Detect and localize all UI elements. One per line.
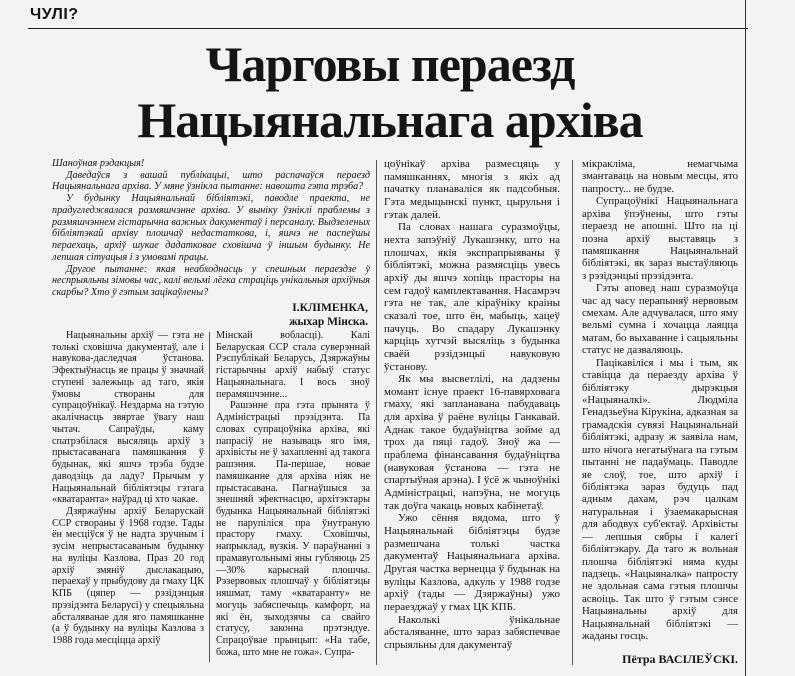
letter-paragraph: У будынку Нацыянальнай бібліятэкі, паводле праекта, не прадугледжвалася размяшчэнне архіва. У выніку ўзніклі праблемы з размяшчэннем гістарычна важных дакументаў і персаналу. Выдзеленых бібліятэкай архіву плошчаў недастаткова, і, яшчэ не паспеўшы пераехаць, архіў шукае дадатковае сховішча ў іншым будынку. Не лепшая сітуацыя і з умовамі працы. [52, 193, 370, 263]
article-paragraph: Супрацоўнікі Нацыянальнага архіва ўпэўнены, што гэты пераезд не апошні. Што па ці позна архіў выставяць з памяшкання Нацыянальнай бібліятэкі, як зараз выстаўляюць з рэзідэнцыі прэзідэнта. [582, 195, 738, 282]
article-column-2 [216, 330, 370, 659]
article-paragraph: Ужо сёння вядома, што ў Нацыянальнай бібліятэцы будзе размешчана толькі частка дакументаў Нацыянальнага архіва. Другая частка вернецца ў будынак на вуліцы Казлова, адкуль у 1988 годзе архіў (тады — Дзяржаўны) ужо пераезджаў у гмах ЦК КПБ. [384, 512, 560, 613]
signature-place: жыхар Мінска. [289, 316, 368, 328]
letter-paragraph: Даведаўся з вашай публікацыі, што распачаўся пераезд Нацыянальнага архіва. У мяне ўзнікла пытанне: навошта гэта трэба? [52, 169, 370, 193]
article-paragraph: Як мы высветлілі, на дадзены момант існуе праект 16-павярховага гмаху, які запланавана пабудаваць для архіва ў раёне вуліцы Ганкавай. Аднак такое будаўніцтва зойме ад трох да пяці гадоў. Зноў жа — праблема фінансавання будаўніцтва (навуковая ўстанова — гэта не спартыўная арэна). І ўсё ж чыноўнікі Адміністрацыі, напэўна, не могуць так доўга чакаць новых кабінетаў. [384, 373, 560, 512]
column-divider [209, 332, 210, 662]
article-paragraph: Мінскай вобласці). Калі Беларуская ССР стала суверэннай Рэспублікай Беларусь, Дзяржаўны гістарычны архіў набыў статус Нацыянальнага. І вось зноў перамяшчэнне... [216, 330, 370, 400]
article-paragraph: Нацыянальны архіў — гэта не толькі сховішча дакументаў, але і навукова-даследчая ўстанова. Эфектыўнасць яе працы ў значнай ступені залежыць ад таго, якія ўмовы створаны для супрацоўнікаў. Нездарма на гэтую акалічнасць звяртае ўвагу наш чытач. Сапраўды, каму спатрэбілася высяляць архіў з прыстасаванага памяшкання ў будынак, які яшчэ трэба будзе даводзіць да ладу? Прычым у Нацыянальнай бібліятэцы гэтага «кватаранта» наўрад ці хто чакае. [52, 330, 204, 506]
headline-line-2: Нацыянальнага архіва [137, 92, 643, 148]
rubric-divider [28, 28, 748, 29]
letter-paragraph: Другое пытанне: якая неабходнасць у спешным пераездзе ў неспрыяльны зімовы час, калі вельмі лёгка страціць унікальныя архіўныя скарбы? Хто ў гэтым зацікаўлены? [52, 263, 370, 299]
letter-salutation: Шаноўная рэдакцыя! [52, 158, 145, 169]
letter-signature [250, 301, 368, 329]
rubric-label: ЧУЛІ? [30, 6, 79, 23]
column-divider [376, 160, 377, 665]
article-column-4 [582, 158, 738, 642]
article-paragraph: Наколькі ўнікальнае абсталяванне, што зараз забяспечвае спрыяльны для дакументаў [384, 613, 560, 651]
signature-name: І.КЛІМЕНКА, [292, 302, 368, 314]
article-paragraph: мікракліма, немагчыма змантаваць на новым месцы, ято папросту... не будзе. [582, 158, 738, 195]
article-paragraph: цоўнікаў архіва размесцяць у памяшканнях, многія з якіх ад пачатку планаваліся як падсобныя. Гэта медыцынскі пункт, цырульня і гэтак далей. [384, 158, 560, 221]
headline [90, 36, 690, 148]
article-paragraph: Па словах нашага суразмоўцы, нехта запэўніў Лукашэнку, што на плошчах, якія экспрапрыяваны ў бібліятэкі, можна размясціць увесь архіў ды яшчэ хопіць прасторы на сем гадоў камплектавання. Насамрэч гэта не так, але кіраўніку краіны сказалі тое, што ён, мабыць, хацеў пачуць. Во спадару Лукашэнку карціць хутчэй высяліць з будынка сваёй рэзідэнцыі навуковую ўстанову. [384, 221, 560, 373]
column-divider [572, 160, 573, 665]
article-author: Пётра ВАСІЛЕЎСКІ. [622, 652, 738, 666]
reader-letter [52, 158, 370, 299]
article-paragraph: Рашэнне пра гэта прынята ў Адміністрацыі прэзідэнта. Па словах супрацоўніка архіва, які папрасіў не называць яго імя, архівісты не ў захапленні ад такога рашэння. Па-першае, новае памяшканне для архіва ніяк не прыстасавана. Пагнаўшыся за знешняй эфектнасцю, архітэктары будынка Нацыянальнай бібліятэкі не парупіліся пра ўнутраную прастору гмаху. Сховішчы, напрыклад, вузкія. У параўнанні з прамавугольнымі яны губляюць 25—30% карыснай плошчы. Рэзервовых плошчаў у бібліятэцы няшмат, таму «кватаранту» не могуць забяспечыць камфорт, на які ён, зыходзячы са свайго статусу, законна прэтэндуе. Спрацоўвае прынцып: «На табе, божа, што мне не гожа». Супра- [216, 400, 370, 658]
headline-line-1: Чарговы пераезд [205, 36, 575, 92]
article-column-3 [384, 158, 560, 652]
article-paragraph: Гэты аповед наш суразмоўца час ад часу перапыняў нервовым смехам. Але адчувалася, што яму вельмі сумна і хочацца лаяцца матам, бо выхаванне і сацыяльны статус не дазваляюць. [582, 282, 738, 357]
article-paragraph: Пацікавіліся і мы і тым, як ставіцца да пераезду архіва ў бібліятэку дырэкцыя «Нацыяналкі». Людміла Генадзьеўна Кірукіна, адказная за грамадскія сувязі Нацыянальнай бібліятэкі, адразу ж заявіла нам, што нічога негатыўнага па гэтым пытанні не падаўмаць. Паводле яе слоў, тое, што архіў і бібліятэка зараз будуць пад адным дахам, рэч цалкам натуральная і ўзаемакарысная для абодвух суб'ектаў. Архівісты — лепшыя сябры і калегі бібліятэкару. Да таго ж вольная плошча бібліятэкі няма куды падзець. «Нацыяналка» папросту не здольная сама гэтыя плошчы асвоіць. Так што ў гэтым сэнсе Нацыянальны архіў для Нацыянальнай бібліятэкі — жаданы госць. [582, 356, 738, 643]
page-edge-rule [745, 0, 746, 676]
article-column-1 [52, 330, 204, 647]
article-paragraph: Дзяржаўны архіў Беларускай ССР створаны ў 1968 годзе. Тады ён месціўся ў не надта зручным і зусім непрыстасаваным будынку на вуліцы Казлова. Праз 20 год архіў змяніў дыслакацыю, пераехаў у прыбудову да гмаху ЦК КПБ (цяпер — рэзідэнцыя прэзідэнта Беларусі) у спецыяльна абсталяванае для яго памяшканне (а ў будынку на вуліцы Казлова з 1988 года месціцца архіў [52, 506, 204, 647]
